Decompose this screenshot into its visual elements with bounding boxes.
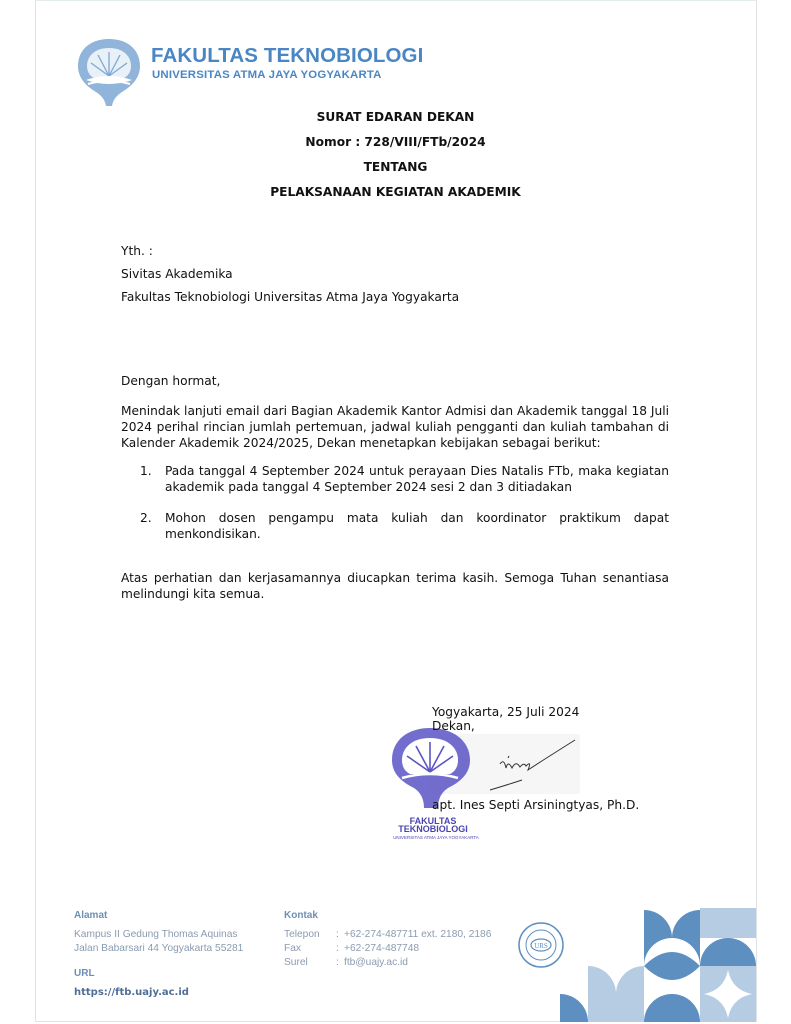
recipient-line-2: Fakultas Teknobiologi Universitas Atma Jaya Yogyakarta: [121, 290, 460, 304]
contact-label: Kontak: [284, 910, 318, 921]
document-title: [0, 105, 791, 205]
faculty-stamp-icon: [388, 726, 488, 842]
signer-role: Dekan,: [432, 719, 475, 733]
contact-key: Surel: [284, 957, 308, 968]
subject: PELAKSANAAN KEGIATAN AKADEMIK: [270, 185, 521, 199]
signature-block: [432, 705, 640, 812]
svg-text:FAKULTAS: FAKULTAS: [409, 816, 457, 826]
faculty-name: FAKULTAS TEKNOBIOLOGI: [151, 44, 424, 67]
signer-name: apt. Ines Septi Arsiningtyas, Ph.D.: [432, 798, 640, 812]
list-number: 2.: [140, 511, 152, 525]
intro-paragraph: Menindak lanjuti email dari Bagian Akademik Kantor Admisi dan Akademik tanggal 18 Juli 2024 perihal rincian jumlah pertemuan, jadwal kuliah pengganti dan kuliah tambahan di Kalender Akademik 2024/2025, Dekan menetapkan kebijakan sebagai berikut:: [121, 404, 669, 450]
list-number: 1.: [140, 464, 152, 478]
recipient-line-1: Sivitas Akademika: [121, 267, 233, 281]
contact-value: +62-274-487711 ext. 2180, 2186: [344, 929, 492, 940]
website-link[interactable]: https://ftb.uajy.ac.id: [74, 987, 189, 998]
svg-text:URS: URS: [534, 942, 548, 950]
document-number: Nomor : 728/VIII/FTb/2024: [305, 135, 486, 149]
contact-row-fax: Fax : +62-274-487748: [284, 943, 420, 954]
decorative-pattern-icon: [560, 908, 757, 1022]
list-text: Pada tanggal 4 September 2024 untuk perayaan Dies Natalis FTb, maka kegiatan akademik pada tanggal 4 September 2024 sesi 2 dan 3 ditiadakan: [165, 464, 669, 494]
list-item: [140, 510, 669, 542]
contact-key: Fax: [284, 943, 301, 954]
university-name: UNIVERSITAS ATMA JAYA YOGYAKARTA: [152, 69, 382, 81]
address-label: Alamat: [74, 910, 108, 921]
contact-value: +62-274-487748: [344, 943, 420, 954]
contact-list: [284, 928, 491, 970]
title-line-1: SURAT EDARAN DEKAN: [316, 110, 475, 124]
svg-text:TEKNOBIOLOGI: TEKNOBIOLOGI: [398, 824, 468, 834]
list-text: Mohon dosen pengampu mata kuliah dan koordinator praktikum dapat menkondisikan.: [165, 511, 669, 541]
closing-paragraph: Atas perhatian dan kerjasamannya diucapkan terima kasih. Semoga Tuhan senantiasa melindungi kita semua.: [121, 571, 669, 601]
address-line-2: Jalan Babarsari 44 Yogyakarta 55281: [74, 943, 244, 954]
title-line-3: TENTANG: [363, 160, 428, 174]
greeting: Dengan hormat,: [121, 374, 221, 388]
address-line-1: Kampus II Gedung Thomas Aquinas: [74, 929, 238, 940]
contact-row-phone: Telepon : +62-274-487711 ext. 2180, 2186: [284, 929, 492, 940]
contact-row-email: Surel : ftb@uajy.ac.id: [284, 957, 408, 968]
university-logo-icon: [76, 36, 142, 110]
svg-text:UNIVERSITAS ATMA JAYA YOGYAKAR: UNIVERSITAS ATMA JAYA YOGYAKARTA: [393, 835, 479, 840]
certification-seal-icon: [517, 921, 565, 969]
contact-key: Telepon: [284, 929, 320, 940]
list-item: [140, 463, 669, 495]
contact-value[interactable]: ftb@uajy.ac.id: [344, 957, 408, 968]
address: [74, 928, 243, 956]
place-date: Yogyakarta, 25 Juli 2024: [432, 705, 580, 719]
recipient-label: Yth. :: [121, 244, 153, 258]
url-label: URL: [74, 968, 95, 979]
